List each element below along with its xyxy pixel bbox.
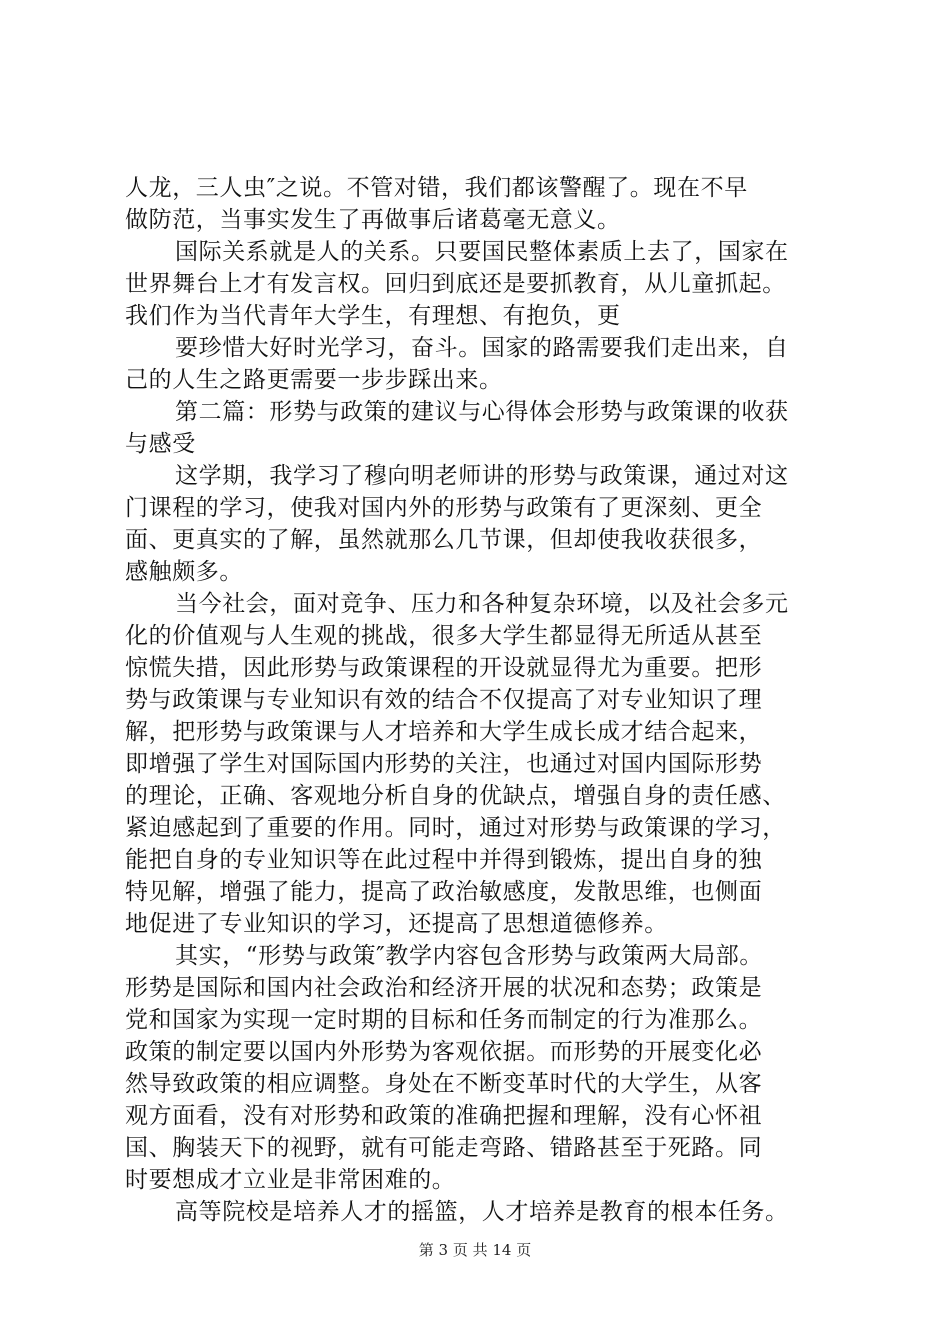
text-line: 紧迫感起到了重要的作用。同时，通过对形势与政策课的学习， bbox=[125, 815, 786, 841]
text-line: 人龙，三人虫″之说。不管对错，我们都该警醒了。现在不早 bbox=[125, 175, 748, 201]
paragraph-start-line: 国际关系就是人的关系。只要国民整体素质上去了，国家在 bbox=[175, 239, 789, 265]
paragraph-start-line: 要珍惜大好时光学习，奋斗。国家的路需要我们走出来，自 bbox=[175, 335, 789, 361]
page-footer bbox=[0, 1240, 950, 1260]
paragraph-start-line: 这学期，我学习了穆向明老师讲的形势与政策课，通过对这 bbox=[175, 463, 789, 489]
text-line: 势与政策课与专业知识有效的结合不仅提高了对专业知识了理 bbox=[125, 687, 763, 713]
text-line: 世界舞台上才有发言权。回归到底还是要抓教育，从儿童抓起。 bbox=[125, 271, 786, 297]
text-line: 己的人生之路更需要一步步踩出来。 bbox=[125, 367, 503, 393]
text-line: 党和国家为实现一定时期的目标和任务而制定的行为准那么。 bbox=[125, 1007, 763, 1033]
text-line: 感触颇多。 bbox=[125, 559, 243, 585]
text-line: 面、更真实的了解，虽然就那么几节课，但却使我收获很多， bbox=[125, 527, 763, 553]
section-heading-line: 与感受 bbox=[125, 431, 196, 457]
text-line: 然导致政策的相应调整。身处在不断变革时代的大学生，从客 bbox=[125, 1071, 763, 1097]
text-line: 观方面看，没有对形势和政策的准确把握和理解，没有心怀祖 bbox=[125, 1103, 763, 1129]
text-line: 地促进了专业知识的学习，还提高了思想道德修养。 bbox=[125, 911, 668, 937]
text-line: 能把自身的专业知识等在此过程中并得到锻炼，提出自身的独 bbox=[125, 847, 763, 873]
text-line: 门课程的学习，使我对国内外的形势与政策有了更深刻、更全 bbox=[125, 495, 763, 521]
section-heading-line: 第二篇：形势与政策的建议与心得体会形势与政策课的收获 bbox=[175, 399, 789, 425]
text-line: 化的价值观与人生观的挑战，很多大学生都显得无所适从甚至 bbox=[125, 623, 763, 649]
text-line: 特见解，增强了能力，提高了政治敏感度，发散思维，也侧面 bbox=[125, 879, 763, 905]
text-line: 即增强了学生对国际国内形势的关注，也通过对国内国际形势 bbox=[125, 751, 763, 777]
text-line: 我们作为当代青年大学生，有理想、有抱负，更 bbox=[125, 303, 621, 329]
text-line: 形势是国际和国内社会政治和经济开展的状况和态势；政策是 bbox=[125, 975, 763, 1001]
text-line: 时要想成才立业是非常困难的。 bbox=[125, 1167, 456, 1193]
text-line: 惊慌失措，因此形势与政策课程的开设就显得尤为重要。把形 bbox=[125, 655, 763, 681]
text-line: 做防范，当事实发生了再做事后诸葛毫无意义。 bbox=[125, 207, 621, 233]
paragraph-start-line: 其实，“形势与政策″教学内容包含形势与政策两大局部。 bbox=[175, 943, 763, 969]
text-line: 解，把形势与政策课与人才培养和大学生成长成才结合起来， bbox=[125, 719, 763, 745]
page-number: 第 3 页 共 14 页 bbox=[418, 1241, 532, 1259]
paragraph-start-line: 高等院校是培养人才的摇篮，人才培养是教育的根本任务。 bbox=[175, 1199, 789, 1225]
text-line: 的理论，正确、客观地分析自身的优缺点，增强自身的责任感、 bbox=[125, 783, 786, 809]
text-line: 国、胸装天下的视野，就有可能走弯路、错路甚至于死路。同 bbox=[125, 1135, 763, 1161]
text-line: 政策的制定要以国内外形势为客观依据。而形势的开展变化必 bbox=[125, 1039, 763, 1065]
paragraph-start-line: 当今社会，面对竞争、压力和各种复杂环境，以及社会多元 bbox=[175, 591, 789, 617]
body-text bbox=[125, 172, 845, 1228]
